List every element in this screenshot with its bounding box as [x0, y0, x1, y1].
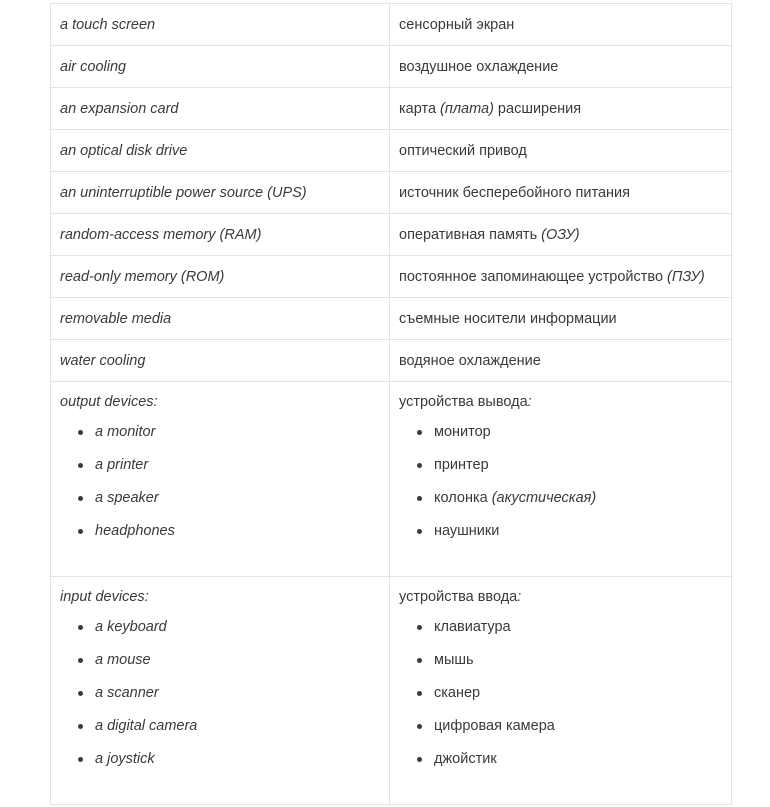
- translation-note: (ПЗУ): [667, 269, 705, 285]
- term-list: [60, 422, 380, 545]
- translation-note: (плата): [440, 101, 494, 117]
- english-term: an expansion card: [51, 88, 390, 130]
- english-term: air cooling: [51, 46, 390, 88]
- translation-list: [399, 422, 722, 545]
- russian-translation: съемные носители информации: [390, 298, 732, 340]
- list-item: headphones: [85, 521, 380, 545]
- output-devices-row: [51, 382, 732, 577]
- list-item: мышь: [424, 650, 722, 683]
- russian-translation: источник бесперебойного питания: [390, 172, 732, 214]
- table-row: [51, 172, 732, 214]
- list-item: a speaker: [85, 488, 380, 521]
- list-item: цифровая камера: [424, 716, 722, 749]
- list-item: принтер: [424, 455, 722, 488]
- list-item: a printer: [85, 455, 380, 488]
- term-list: [60, 617, 380, 773]
- list-item: джойстик: [424, 749, 722, 773]
- group-title-colon: :: [517, 589, 522, 605]
- translation-text: оперативная память: [399, 227, 542, 243]
- russian-translation: водяное охлаждение: [390, 340, 732, 382]
- list-item: a joystick: [85, 749, 380, 773]
- group-title-colon: :: [527, 394, 532, 410]
- translation-list: [399, 617, 722, 773]
- russian-translation: [390, 256, 732, 298]
- list-item: сканер: [424, 683, 722, 716]
- russian-translation: воздушное охлаждение: [390, 46, 732, 88]
- table-row: [51, 130, 732, 172]
- list-item: a monitor: [85, 422, 380, 455]
- translation-note: (ОЗУ): [541, 227, 580, 243]
- list-item: [424, 488, 722, 521]
- russian-translation: оптический привод: [390, 130, 732, 172]
- russian-translation: сенсорный экран: [390, 4, 732, 46]
- list-item: a keyboard: [85, 617, 380, 650]
- english-term: removable media: [51, 298, 390, 340]
- table-row: [51, 46, 732, 88]
- list-item: клавиатура: [424, 617, 722, 650]
- group-title: input devices:: [60, 589, 149, 605]
- group-title-text: устройства вывода: [399, 394, 528, 410]
- list-item: монитор: [424, 422, 722, 455]
- list-item: наушники: [424, 521, 722, 545]
- english-term: water cooling: [51, 340, 390, 382]
- group-title-text: устройства ввода: [399, 589, 518, 605]
- group-title: [399, 587, 722, 607]
- translation-note: (акустическая): [487, 490, 597, 506]
- english-term: random-access memory (RAM): [51, 214, 390, 256]
- russian-translation: [390, 88, 732, 130]
- table-row: [51, 4, 732, 46]
- russian-group: [390, 577, 732, 805]
- table-row: [51, 340, 732, 382]
- english-group: [51, 577, 390, 805]
- group-title: [399, 392, 722, 412]
- translation-text: расширения: [493, 101, 582, 117]
- english-term: read-only memory (ROM): [51, 256, 390, 298]
- russian-group: [390, 382, 732, 577]
- english-group: [51, 382, 390, 577]
- table-row: [51, 214, 732, 256]
- english-term: an uninterruptible power source (UPS): [51, 172, 390, 214]
- table-row: [51, 256, 732, 298]
- list-item: a scanner: [85, 683, 380, 716]
- english-term: a touch screen: [51, 4, 390, 46]
- vocabulary-table: [50, 3, 732, 805]
- translation-text: карта: [399, 101, 441, 117]
- group-title: output devices:: [60, 394, 158, 410]
- list-item: a digital camera: [85, 716, 380, 749]
- table-row: [51, 88, 732, 130]
- input-devices-row: [51, 577, 732, 805]
- translation-text: колонка: [434, 490, 488, 506]
- table-row: [51, 298, 732, 340]
- russian-translation: [390, 214, 732, 256]
- list-item: a mouse: [85, 650, 380, 683]
- translation-text: постоянное запоминающее устройство: [399, 269, 668, 285]
- english-term: an optical disk drive: [51, 130, 390, 172]
